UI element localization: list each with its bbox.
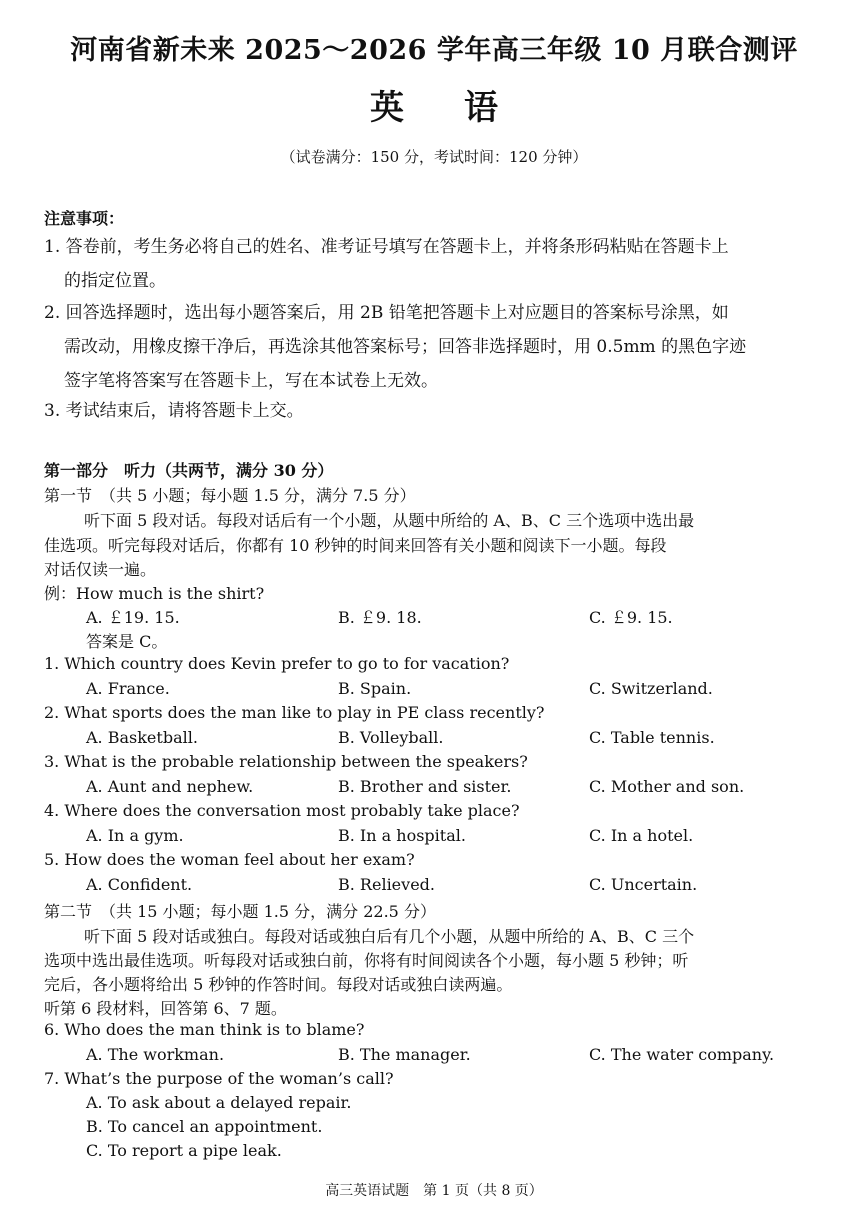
notes-heading: 注意事项： <box>44 209 125 228</box>
section2-instr-1: 听下面 5 段对话或独白。每段对话或独白后有几个小题，从题中所给的 A、B、C 三个 <box>84 927 695 946</box>
q4-option-c: C. In a hotel. <box>589 826 694 845</box>
q4-option-b: B. In a hospital. <box>338 826 466 845</box>
q5-option-c: C. Uncertain. <box>589 875 698 894</box>
example-answer: 答案是 C。 <box>86 632 168 651</box>
q2-option-b: B. Volleyball. <box>338 728 444 747</box>
q1-option-c: C. Switzerland. <box>589 679 713 698</box>
q2-option-c: C. Table tennis. <box>589 728 715 747</box>
section2-instr-3: 完后，各小题将给出 5 秒钟的作答时间。每段对话或独白读两遍。 <box>44 975 513 994</box>
example-option-c: C. ￡9. 15. <box>589 608 673 627</box>
note-2-line-2: 需改动，用橡皮擦干净后，再选涂其他答案标号；回答非选择题时，用 0.5mm 的黑色字迹 <box>64 337 747 357</box>
section2-instr-2: 选项中选出最佳选项。听每段对话或独白前，你将有时间阅读各个小题，每小题 5 秒钟；听 <box>44 951 689 970</box>
q4-option-a: A. In a gym. <box>86 826 184 845</box>
q3-option-b: B. Brother and sister. <box>338 777 512 796</box>
section1-instr-1: 听下面 5 段对话。每段对话后有一个小题，从题中所给的 A、B、C 三个选项中选出最 <box>84 511 695 530</box>
part1-heading: 第一部分 听力（共两节，满分 30 分） <box>44 461 334 480</box>
q5-option-a: A. Confident. <box>86 875 193 894</box>
exam-meta: （试卷满分：150 分，考试时间：120 分钟） <box>280 148 588 166</box>
note-item-3 <box>44 394 834 428</box>
note-1-line-1: 1. 答卷前，考生务必将自己的姓名、准考证号填写在答题卡上，并将条形码粘贴在答题卡上 <box>44 237 729 257</box>
section1-instr-3: 对话仅读一遍。 <box>44 560 157 579</box>
question-7: 7. What’s the purpose of the woman’s call? <box>44 1069 394 1088</box>
note-2-line-1: 2. 回答选择题时，选出每小题答案后，用 2B 铅笔把答题卡上对应题目的答案标号涂黑，如 <box>44 303 729 323</box>
question-3: 3. What is the probable relationship between the speakers? <box>44 752 528 771</box>
section2-heading: 第二节 （共 15 小题；每小题 1.5 分，满分 22.5 分） <box>44 902 436 921</box>
q3-option-a: A. Aunt and nephew. <box>86 777 254 796</box>
note-2-line-3: 签字笔将答案写在答题卡上，写在本试卷上无效。 <box>64 371 438 391</box>
q6-option-c: C. The water company. <box>589 1045 775 1064</box>
q5-option-b: B. Relieved. <box>338 875 435 894</box>
exam-title: 河南省新未来 2025～2026 学年高三年级 10 月联合测评 <box>70 35 798 66</box>
q1-option-b: B. Spain. <box>338 679 412 698</box>
q3-option-c: C. Mother and son. <box>589 777 745 796</box>
note-3-line-1: 3. 考试结束后，请将答题卡上交。 <box>44 401 304 421</box>
subject-title: 英语 <box>370 88 558 128</box>
question-4: 4. Where does the conversation most probably take place? <box>44 801 520 820</box>
q6-option-b: B. The manager. <box>338 1045 471 1064</box>
q7-option-a: A. To ask about a delayed repair. <box>86 1093 352 1112</box>
q6-option-a: A. The workman. <box>86 1045 225 1064</box>
page-footer: 高三英语试题 第 1 页（共 8 页） <box>325 1183 543 1199</box>
q7-option-b: B. To cancel an appointment. <box>86 1117 323 1136</box>
q2-option-a: A. Basketball. <box>86 728 198 747</box>
section1-instr-2: 佳选项。听完每段对话后，你都有 10 秒钟的时间来回答有关小题和阅读下一小题。每段 <box>44 536 667 555</box>
example-option-a: A. ￡19. 15. <box>86 608 180 627</box>
q7-option-c: C. To report a pipe leak. <box>86 1141 282 1160</box>
note-item-1 <box>44 230 834 298</box>
material-6-note: 听第 6 段材料，回答第 6、7 题。 <box>44 999 287 1018</box>
section1-heading: 第一节 （共 5 小题；每小题 1.5 分，满分 7.5 分） <box>44 486 416 505</box>
question-5: 5. How does the woman feel about her exam? <box>44 850 415 869</box>
note-1-line-2: 的指定位置。 <box>64 271 166 291</box>
example-option-b: B. ￡9. 18. <box>338 608 422 627</box>
note-item-2 <box>44 296 834 398</box>
q1-option-a: A. France. <box>86 679 170 698</box>
question-6: 6. Who does the man think is to blame? <box>44 1020 365 1039</box>
question-1: 1. Which country does Kevin prefer to go to for vacation? <box>44 654 510 673</box>
question-2: 2. What sports does the man like to play in PE class recently? <box>44 703 545 722</box>
example-question: 例：How much is the shirt? <box>44 584 265 603</box>
